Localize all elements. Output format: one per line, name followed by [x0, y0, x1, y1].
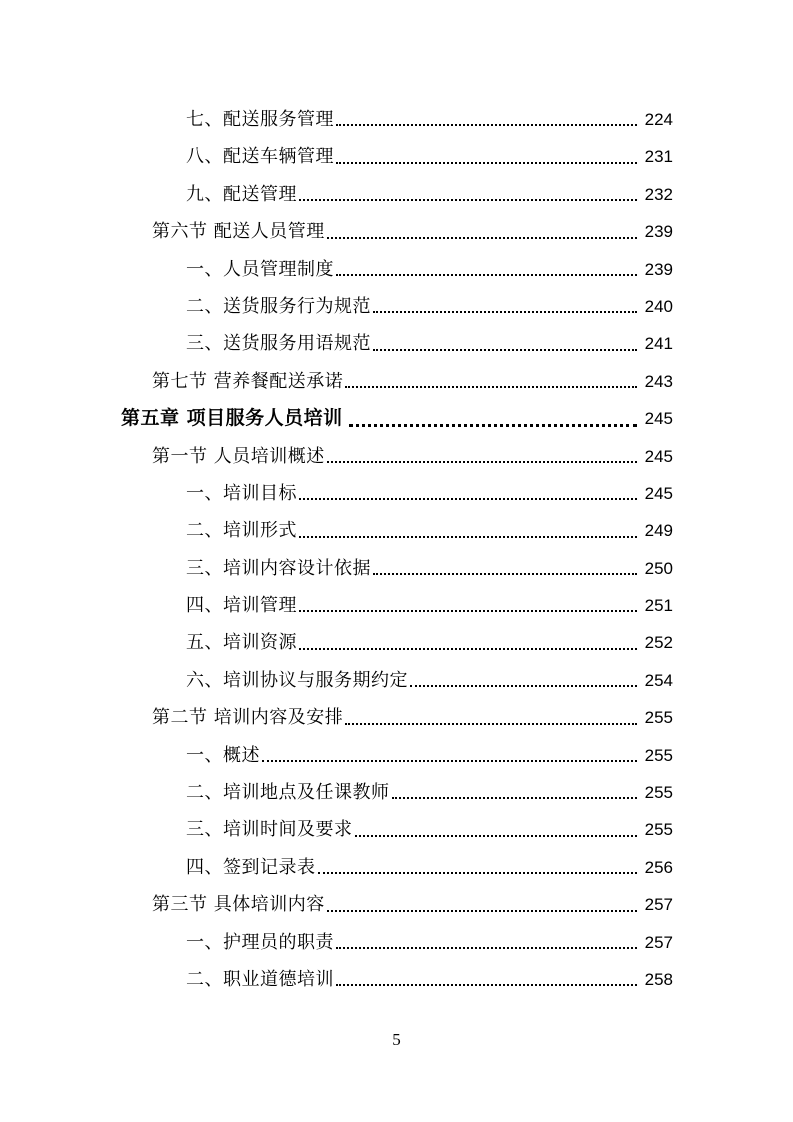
toc-entry-page: 245: [644, 409, 673, 429]
toc-entry-title: 一、培训目标: [186, 482, 297, 504]
toc-entry[interactable]: [0, 288, 793, 325]
toc-entry-page: 239: [644, 222, 673, 242]
dot-leader: [345, 400, 637, 437]
dot-leader: [327, 438, 637, 475]
toc-entry-page: 251: [644, 596, 673, 616]
toc-chapter-entry[interactable]: [0, 400, 793, 437]
toc-entry[interactable]: [0, 624, 793, 661]
dot-leader: [345, 363, 637, 400]
toc-entry-page: 255: [644, 745, 673, 765]
toc-entry-title: 一、护理员的职责: [186, 931, 334, 953]
toc-entry-page: 255: [644, 783, 673, 803]
toc-entry-page: 256: [644, 857, 673, 877]
toc-entry-title: 七、配送服务管理: [186, 109, 334, 130]
toc-section-entry[interactable]: [0, 363, 793, 400]
toc-entry[interactable]: [0, 737, 793, 774]
toc-entry-page: 245: [644, 446, 673, 466]
toc-entry-title: 三、培训内容设计依据: [186, 557, 371, 579]
toc-entry[interactable]: [0, 475, 793, 512]
dot-leader: [318, 849, 638, 886]
toc-entry-page: 255: [644, 820, 673, 840]
toc-entry-page: 255: [644, 708, 673, 728]
toc-entry[interactable]: [0, 251, 793, 288]
toc-section-entry[interactable]: [0, 213, 793, 250]
toc-section-entry[interactable]: [0, 699, 793, 736]
toc-entry[interactable]: [0, 811, 793, 848]
toc-entry-title: 九、配送管理: [186, 183, 297, 205]
toc-entry-title: 第二节 培训内容及安排: [152, 707, 344, 729]
toc-entry-page: 258: [644, 969, 673, 989]
dot-leader: [373, 325, 637, 362]
toc-section-entry[interactable]: [0, 886, 793, 923]
table-of-contents: [0, 101, 793, 998]
dot-leader: [392, 774, 638, 811]
dot-leader: [299, 587, 637, 624]
toc-entry-title: 一、概述: [186, 744, 260, 766]
toc-entry[interactable]: [0, 587, 793, 624]
dot-leader: [410, 662, 637, 699]
dot-leader: [336, 101, 637, 138]
toc-entry-page: 224: [644, 110, 673, 129]
dot-leader: [327, 886, 637, 923]
toc-entry-page: 250: [644, 558, 673, 578]
toc-entry-title: 五、培训资源: [186, 632, 297, 654]
toc-section-entry[interactable]: [0, 438, 793, 475]
toc-entry-page: 243: [644, 371, 673, 391]
toc-entry-title: 二、培训形式: [186, 520, 297, 542]
toc-entry-page: 239: [644, 259, 673, 279]
toc-entry-title: 四、签到记录表: [186, 856, 316, 878]
dot-leader: [327, 213, 637, 250]
toc-entry-title: 六、培训协议与服务期约定: [186, 669, 408, 691]
toc-entry[interactable]: [0, 662, 793, 699]
dot-leader: [299, 512, 637, 549]
dot-leader: [336, 961, 637, 998]
toc-entry[interactable]: [0, 924, 793, 961]
toc-entry-title: 三、培训时间及要求: [186, 819, 353, 841]
dot-leader: [345, 699, 637, 736]
page-number: 5: [392, 1030, 401, 1049]
toc-entry-title: 二、培训地点及任课教师: [186, 782, 390, 804]
toc-entry-title: 二、职业道德培训: [186, 968, 334, 990]
toc-entry-page: 254: [644, 670, 673, 690]
toc-entry[interactable]: [0, 138, 793, 175]
toc-entry-page: 241: [644, 334, 673, 354]
dot-leader: [299, 176, 637, 213]
toc-entry-title: 三、送货服务用语规范: [186, 333, 371, 355]
dot-leader: [336, 924, 637, 961]
toc-entry[interactable]: [0, 961, 793, 998]
toc-entry[interactable]: [0, 849, 793, 886]
toc-entry[interactable]: [0, 101, 793, 138]
toc-entry[interactable]: [0, 325, 793, 362]
toc-entry-page: 249: [644, 521, 673, 541]
toc-entry[interactable]: [0, 774, 793, 811]
toc-entry-page: 257: [644, 895, 673, 915]
toc-entry-title: 第六节 配送人员管理: [152, 221, 325, 243]
dot-leader: [373, 550, 637, 587]
dot-leader: [262, 737, 637, 774]
toc-entry-page: 245: [644, 483, 673, 503]
toc-entry-title: 第一节 人员培训概述: [152, 445, 325, 467]
dot-leader: [299, 475, 637, 512]
toc-entry-page: 232: [644, 184, 673, 204]
toc-entry[interactable]: [0, 512, 793, 549]
dot-leader: [355, 811, 638, 848]
toc-entry-title: 第五章 项目服务人员培训: [121, 407, 343, 430]
toc-entry-title: 第七节 营养餐配送承诺: [152, 370, 344, 392]
dot-leader: [336, 251, 637, 288]
dot-leader: [299, 624, 637, 661]
toc-entry-title: 八、配送车辆管理: [186, 146, 334, 168]
toc-entry-title: 四、培训管理: [186, 595, 297, 617]
dot-leader: [336, 138, 637, 175]
toc-entry-page: 240: [644, 296, 673, 316]
toc-entry-title: 第三节 具体培训内容: [152, 894, 325, 916]
toc-entry-title: 二、送货服务行为规范: [186, 295, 371, 317]
toc-entry-page: 252: [644, 633, 673, 653]
toc-entry[interactable]: [0, 176, 793, 213]
toc-entry-page: 257: [644, 932, 673, 952]
toc-entry[interactable]: [0, 550, 793, 587]
dot-leader: [373, 288, 637, 325]
toc-entry-title: 一、人员管理制度: [186, 258, 334, 280]
toc-entry-page: 231: [644, 147, 673, 167]
